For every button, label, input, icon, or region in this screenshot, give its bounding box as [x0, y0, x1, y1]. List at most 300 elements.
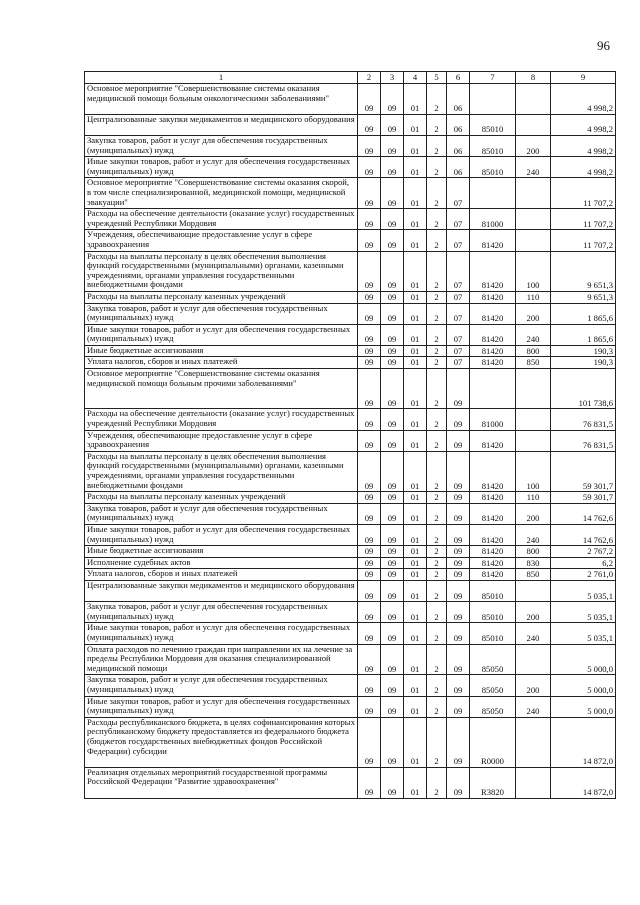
code-cell: 2: [427, 557, 447, 569]
column-header: 6: [447, 72, 470, 84]
amount-cell: 4 998,2: [551, 157, 616, 178]
row-name-cell: Исполнение судебных актов: [85, 557, 358, 569]
code-cell: 01: [404, 451, 427, 491]
code-cell: 01: [404, 157, 427, 178]
amount-cell: 1 865,6: [551, 303, 616, 324]
amount-cell: 4 998,2: [551, 135, 616, 156]
table-row: [85, 696, 616, 717]
code-cell: 09: [358, 557, 381, 569]
code-cell: 09: [447, 369, 470, 409]
table-row: [85, 251, 616, 291]
code-cell: 01: [404, 696, 427, 717]
code-cell: 09: [381, 114, 404, 135]
code-cell: 09: [358, 696, 381, 717]
code-cell: 85010: [470, 135, 516, 156]
code-cell: 09: [381, 546, 404, 558]
code-cell: 110: [516, 492, 551, 504]
code-cell: 800: [516, 345, 551, 357]
code-cell: 240: [516, 623, 551, 644]
code-cell: 2: [427, 291, 447, 303]
code-cell: 07: [447, 230, 470, 251]
code-cell: 09: [381, 696, 404, 717]
code-cell: 01: [404, 503, 427, 524]
code-cell: 09: [447, 602, 470, 623]
amount-cell: 9 651,3: [551, 251, 616, 291]
code-cell: 81420: [470, 303, 516, 324]
code-cell: [516, 767, 551, 798]
amount-cell: 14 762,6: [551, 525, 616, 546]
code-cell: 09: [358, 451, 381, 491]
code-cell: 06: [447, 84, 470, 115]
code-cell: 2: [427, 569, 447, 581]
code-cell: 85010: [470, 114, 516, 135]
table-row: [85, 492, 616, 504]
code-cell: 09: [447, 409, 470, 430]
amount-cell: 76 831,5: [551, 409, 616, 430]
row-name-cell: Основное мероприятие "Совершенствование системы оказания медицинской помощи больным онкологическими заболеваниями": [85, 84, 358, 115]
code-cell: 81420: [470, 525, 516, 546]
table-row: [85, 546, 616, 558]
code-cell: [516, 644, 551, 675]
code-cell: [470, 84, 516, 115]
code-cell: 200: [516, 503, 551, 524]
code-cell: 09: [358, 369, 381, 409]
code-cell: 2: [427, 303, 447, 324]
code-cell: 09: [381, 644, 404, 675]
amount-cell: 76 831,5: [551, 430, 616, 451]
row-name-cell: Расходы на выплаты персоналу в целях обеспечения выполнения функций государственными (муниципальными) органами, казенными учреждениями, органами управления государственными внебюджетными фондами: [85, 451, 358, 491]
code-cell: 09: [381, 503, 404, 524]
column-header: 4: [404, 72, 427, 84]
code-cell: 09: [447, 557, 470, 569]
code-cell: 85010: [470, 602, 516, 623]
code-cell: 81420: [470, 345, 516, 357]
code-cell: 830: [516, 557, 551, 569]
code-cell: 09: [381, 324, 404, 345]
code-cell: 09: [381, 569, 404, 581]
code-cell: 09: [381, 767, 404, 798]
code-cell: 09: [381, 209, 404, 230]
code-cell: 09: [447, 546, 470, 558]
code-cell: 09: [381, 369, 404, 409]
amount-cell: 5 000,0: [551, 644, 616, 675]
table-header-row: [85, 72, 616, 84]
code-cell: 85050: [470, 696, 516, 717]
column-header: 7: [470, 72, 516, 84]
amount-cell: 14 762,6: [551, 503, 616, 524]
code-cell: 09: [447, 430, 470, 451]
code-cell: 09: [447, 644, 470, 675]
table-row: [85, 291, 616, 303]
code-cell: 81420: [470, 430, 516, 451]
code-cell: 85050: [470, 675, 516, 696]
amount-cell: 11 707,2: [551, 230, 616, 251]
amount-cell: 6,2: [551, 557, 616, 569]
row-name-cell: Расходы на обеспечение деятельности (оказание услуг) государственных учреждений Республики Мордовия: [85, 409, 358, 430]
code-cell: 09: [381, 84, 404, 115]
code-cell: 01: [404, 492, 427, 504]
code-cell: 2: [427, 430, 447, 451]
amount-cell: 4 998,2: [551, 84, 616, 115]
code-cell: 81420: [470, 324, 516, 345]
code-cell: 2: [427, 409, 447, 430]
code-cell: 2: [427, 492, 447, 504]
code-cell: 240: [516, 696, 551, 717]
table-row: [85, 602, 616, 623]
code-cell: 09: [381, 623, 404, 644]
code-cell: 09: [358, 135, 381, 156]
table-row: [85, 357, 616, 369]
amount-cell: 2 761,0: [551, 569, 616, 581]
row-name-cell: Иные закупки товаров, работ и услуг для обеспечения государственных (муниципальных) нужд: [85, 525, 358, 546]
code-cell: 09: [358, 291, 381, 303]
table-row: [85, 114, 616, 135]
code-cell: 2: [427, 178, 447, 209]
table-row: [85, 525, 616, 546]
code-cell: 09: [358, 303, 381, 324]
code-cell: 09: [447, 767, 470, 798]
code-cell: 07: [447, 324, 470, 345]
code-cell: [516, 717, 551, 767]
row-name-cell: Уплата налогов, сборов и иных платежей: [85, 569, 358, 581]
code-cell: 01: [404, 602, 427, 623]
code-cell: 09: [381, 357, 404, 369]
row-name-cell: Оплата расходов по лечению граждан при направлении их на лечение за пределы Республики Мордовия для оказания специализированной медицинской помощи: [85, 644, 358, 675]
code-cell: 07: [447, 303, 470, 324]
code-cell: 06: [447, 157, 470, 178]
code-cell: 85010: [470, 157, 516, 178]
code-cell: 09: [381, 492, 404, 504]
code-cell: 2: [427, 602, 447, 623]
code-cell: 81420: [470, 569, 516, 581]
code-cell: [516, 230, 551, 251]
code-cell: 07: [447, 291, 470, 303]
code-cell: [516, 178, 551, 209]
code-cell: 2: [427, 157, 447, 178]
code-cell: [470, 369, 516, 409]
row-name-cell: Уплата налогов, сборов и иных платежей: [85, 357, 358, 369]
row-name-cell: Иные бюджетные ассигнования: [85, 345, 358, 357]
code-cell: 2: [427, 525, 447, 546]
code-cell: 09: [358, 569, 381, 581]
table-row: [85, 84, 616, 115]
code-cell: 2: [427, 230, 447, 251]
code-cell: 81420: [470, 230, 516, 251]
table-row: [85, 557, 616, 569]
code-cell: 06: [447, 114, 470, 135]
code-cell: 01: [404, 409, 427, 430]
amount-cell: 5 035,1: [551, 602, 616, 623]
table-row: [85, 135, 616, 156]
row-name-cell: Иные закупки товаров, работ и услуг для обеспечения государственных (муниципальных) нужд: [85, 324, 358, 345]
code-cell: 81420: [470, 546, 516, 558]
code-cell: 09: [358, 230, 381, 251]
code-cell: 09: [381, 675, 404, 696]
code-cell: 01: [404, 84, 427, 115]
code-cell: 01: [404, 357, 427, 369]
row-name-cell: Расходы республиканского бюджета, в целях софинансирования которых республиканскому бюджету предоставляется из федерального бюджета (бюджетов государственных внебюджетных фондов Российской Федерации) субсидии: [85, 717, 358, 767]
code-cell: 07: [447, 178, 470, 209]
column-header: 1: [85, 72, 358, 84]
code-cell: 09: [358, 251, 381, 291]
code-cell: 07: [447, 345, 470, 357]
table-row: [85, 324, 616, 345]
code-cell: 09: [381, 580, 404, 601]
code-cell: 2: [427, 580, 447, 601]
code-cell: 09: [358, 84, 381, 115]
table-row: [85, 345, 616, 357]
code-cell: 2: [427, 717, 447, 767]
code-cell: 09: [381, 602, 404, 623]
code-cell: 09: [381, 345, 404, 357]
code-cell: 81420: [470, 451, 516, 491]
code-cell: 81000: [470, 209, 516, 230]
code-cell: [516, 209, 551, 230]
table-row: [85, 767, 616, 798]
row-name-cell: Основное мероприятие "Совершенствование системы оказания скорой, в том числе специализированной, медицинской помощи, медицинской эвакуации": [85, 178, 358, 209]
row-name-cell: Основное мероприятие "Совершенствование системы оказания медицинской помощи больным прочими заболеваниями": [85, 369, 358, 409]
code-cell: 2: [427, 767, 447, 798]
table-row: [85, 369, 616, 409]
code-cell: 01: [404, 557, 427, 569]
code-cell: 09: [358, 430, 381, 451]
code-cell: 2: [427, 546, 447, 558]
code-cell: 01: [404, 251, 427, 291]
amount-cell: 11 707,2: [551, 178, 616, 209]
code-cell: 09: [358, 178, 381, 209]
code-cell: 81420: [470, 291, 516, 303]
row-name-cell: Закупка товаров, работ и услуг для обеспечения государственных (муниципальных) нужд: [85, 135, 358, 156]
code-cell: 09: [381, 303, 404, 324]
code-cell: 240: [516, 324, 551, 345]
row-name-cell: Учреждения, обеспечивающие предоставление услуг в сфере здравоохранения: [85, 230, 358, 251]
code-cell: 09: [447, 675, 470, 696]
code-cell: 09: [381, 135, 404, 156]
code-cell: 81420: [470, 492, 516, 504]
code-cell: 200: [516, 135, 551, 156]
row-name-cell: Иные закупки товаров, работ и услуг для обеспечения государственных (муниципальных) нужд: [85, 696, 358, 717]
table-row: [85, 209, 616, 230]
code-cell: 09: [358, 602, 381, 623]
code-cell: 2: [427, 114, 447, 135]
code-cell: 09: [358, 717, 381, 767]
table-row: [85, 580, 616, 601]
code-cell: 09: [358, 324, 381, 345]
code-cell: 01: [404, 767, 427, 798]
row-name-cell: Иные закупки товаров, работ и услуг для обеспечения государственных (муниципальных) нужд: [85, 623, 358, 644]
code-cell: 01: [404, 430, 427, 451]
column-header: 5: [427, 72, 447, 84]
code-cell: [516, 409, 551, 430]
code-cell: 09: [381, 525, 404, 546]
code-cell: 850: [516, 357, 551, 369]
table-row: [85, 623, 616, 644]
code-cell: 81000: [470, 409, 516, 430]
code-cell: [516, 114, 551, 135]
code-cell: 01: [404, 291, 427, 303]
code-cell: 01: [404, 345, 427, 357]
row-name-cell: Централизованные закупки медикаментов и медицинского оборудования: [85, 114, 358, 135]
code-cell: 09: [447, 525, 470, 546]
column-header: 8: [516, 72, 551, 84]
code-cell: 09: [358, 157, 381, 178]
code-cell: 09: [358, 623, 381, 644]
code-cell: 85010: [470, 623, 516, 644]
code-cell: 01: [404, 209, 427, 230]
row-name-cell: Иные бюджетные ассигнования: [85, 546, 358, 558]
code-cell: 2: [427, 644, 447, 675]
code-cell: 09: [358, 675, 381, 696]
amount-cell: 190,3: [551, 357, 616, 369]
amount-cell: 190,3: [551, 345, 616, 357]
page-number: 96: [597, 38, 610, 53]
code-cell: 09: [381, 251, 404, 291]
code-cell: 2: [427, 251, 447, 291]
code-cell: 09: [381, 430, 404, 451]
code-cell: 09: [447, 503, 470, 524]
row-name-cell: Закупка товаров, работ и услуг для обеспечения государственных (муниципальных) нужд: [85, 303, 358, 324]
code-cell: 2: [427, 345, 447, 357]
row-name-cell: Учреждения, обеспечивающие предоставление услуг в сфере здравоохранения: [85, 430, 358, 451]
table-row: [85, 178, 616, 209]
code-cell: 2: [427, 324, 447, 345]
code-cell: 850: [516, 569, 551, 581]
amount-cell: 101 738,6: [551, 369, 616, 409]
table-row: [85, 569, 616, 581]
code-cell: 09: [358, 767, 381, 798]
code-cell: 2: [427, 209, 447, 230]
amount-cell: 5 035,1: [551, 580, 616, 601]
code-cell: R3820: [470, 767, 516, 798]
code-cell: 09: [381, 291, 404, 303]
code-cell: 85010: [470, 580, 516, 601]
code-cell: 2: [427, 369, 447, 409]
code-cell: 09: [358, 409, 381, 430]
code-cell: 100: [516, 451, 551, 491]
amount-cell: 9 651,3: [551, 291, 616, 303]
code-cell: 09: [381, 157, 404, 178]
row-name-cell: Расходы на выплаты персоналу казенных учреждений: [85, 492, 358, 504]
column-header: 3: [381, 72, 404, 84]
code-cell: 09: [447, 580, 470, 601]
amount-cell: 14 872,0: [551, 767, 616, 798]
code-cell: 81420: [470, 503, 516, 524]
amount-cell: 5 000,0: [551, 675, 616, 696]
budget-table: [84, 71, 616, 799]
table-row: [85, 717, 616, 767]
code-cell: 09: [358, 525, 381, 546]
amount-cell: 1 865,6: [551, 324, 616, 345]
row-name-cell: Закупка товаров, работ и услуг для обеспечения государственных (муниципальных) нужд: [85, 602, 358, 623]
code-cell: 2: [427, 357, 447, 369]
code-cell: 01: [404, 644, 427, 675]
amount-cell: 5 000,0: [551, 696, 616, 717]
table-row: [85, 451, 616, 491]
code-cell: 200: [516, 303, 551, 324]
code-cell: [516, 84, 551, 115]
code-cell: [470, 178, 516, 209]
code-cell: 01: [404, 369, 427, 409]
amount-cell: 59 301,7: [551, 492, 616, 504]
code-cell: 81420: [470, 357, 516, 369]
code-cell: 09: [381, 451, 404, 491]
code-cell: 01: [404, 135, 427, 156]
code-cell: 2: [427, 623, 447, 644]
code-cell: 09: [381, 557, 404, 569]
code-cell: 100: [516, 251, 551, 291]
row-name-cell: Централизованные закупки медикаментов и медицинского оборудования: [85, 580, 358, 601]
code-cell: 81420: [470, 251, 516, 291]
code-cell: 06: [447, 135, 470, 156]
code-cell: 09: [358, 357, 381, 369]
code-cell: 240: [516, 525, 551, 546]
code-cell: 240: [516, 157, 551, 178]
row-name-cell: Иные закупки товаров, работ и услуг для обеспечения государственных (муниципальных) нужд: [85, 157, 358, 178]
code-cell: 01: [404, 303, 427, 324]
code-cell: 09: [358, 345, 381, 357]
table-row: [85, 303, 616, 324]
code-cell: 2: [427, 451, 447, 491]
code-cell: 01: [404, 546, 427, 558]
code-cell: 01: [404, 230, 427, 251]
code-cell: R0000: [470, 717, 516, 767]
code-cell: 2: [427, 696, 447, 717]
amount-cell: 5 035,1: [551, 623, 616, 644]
column-header: 2: [358, 72, 381, 84]
code-cell: [516, 580, 551, 601]
code-cell: 09: [358, 503, 381, 524]
code-cell: 01: [404, 324, 427, 345]
amount-cell: 59 301,7: [551, 451, 616, 491]
table-row: [85, 230, 616, 251]
column-header: 9: [551, 72, 616, 84]
row-name-cell: Закупка товаров, работ и услуг для обеспечения государственных (муниципальных) нужд: [85, 503, 358, 524]
row-name-cell: Закупка товаров, работ и услуг для обеспечения государственных (муниципальных) нужд: [85, 675, 358, 696]
table-row: [85, 503, 616, 524]
table-row: [85, 430, 616, 451]
code-cell: 09: [358, 546, 381, 558]
code-cell: 01: [404, 623, 427, 644]
code-cell: 01: [404, 580, 427, 601]
code-cell: 01: [404, 675, 427, 696]
code-cell: 09: [381, 178, 404, 209]
code-cell: 09: [447, 492, 470, 504]
code-cell: 110: [516, 291, 551, 303]
code-cell: 09: [358, 209, 381, 230]
code-cell: 09: [358, 580, 381, 601]
code-cell: 200: [516, 602, 551, 623]
code-cell: 200: [516, 675, 551, 696]
table-row: [85, 675, 616, 696]
code-cell: 09: [447, 451, 470, 491]
table-row: [85, 644, 616, 675]
code-cell: 09: [447, 623, 470, 644]
code-cell: 07: [447, 209, 470, 230]
code-cell: 09: [447, 696, 470, 717]
code-cell: 800: [516, 546, 551, 558]
code-cell: [516, 369, 551, 409]
code-cell: 09: [381, 230, 404, 251]
code-cell: 09: [358, 114, 381, 135]
code-cell: 09: [381, 717, 404, 767]
code-cell: 2: [427, 675, 447, 696]
code-cell: 2: [427, 135, 447, 156]
amount-cell: 14 872,0: [551, 717, 616, 767]
code-cell: 81420: [470, 557, 516, 569]
code-cell: 2: [427, 84, 447, 115]
amount-cell: 4 998,2: [551, 114, 616, 135]
table-body: [85, 84, 616, 799]
